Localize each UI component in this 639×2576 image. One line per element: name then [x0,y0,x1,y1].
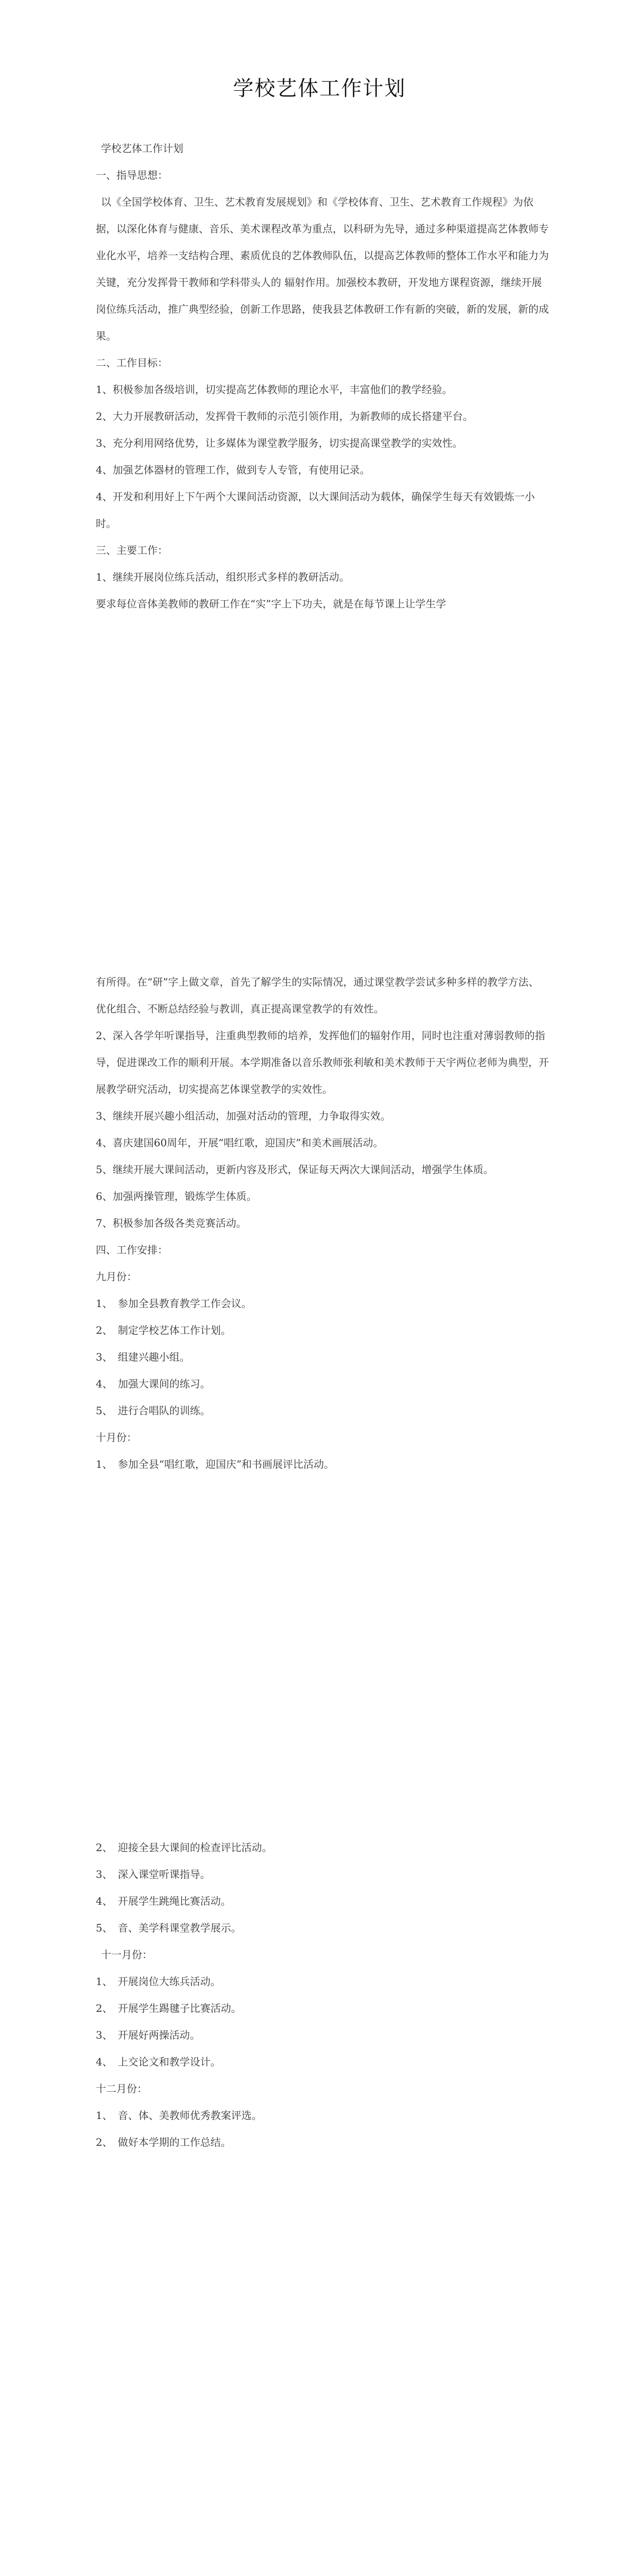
section-guiding-and-goals [96,135,549,617]
paragraph: 4、 加强大课间的练习。 [96,1378,211,1390]
paragraph: 5、继续开展大课间活动，更新内容及形式，保证每天两次大课间活动，增强学生体质。 [96,1163,494,1176]
paragraph: 学校艺体工作计划 [101,142,183,155]
paragraph: 2、深入各学年听课指导，注重典型教师的培养，发挥他们的辐射作用，同时也注重对薄弱教师的指导，促进课改工作的顺利开展。本学期准备以音乐教师张利敏和美术教师于天宇两位老师为典型，开展教学研究活动，切实提高艺体课堂教学的实效性。 [96,1029,549,1095]
document-title: 学校艺体工作计划 [233,77,406,100]
paragraph: 3、 深入课堂听课指导。 [96,1868,211,1880]
paragraph: 3、充分利用网络优势，让多媒体为课堂教学服务，切实提高课堂教学的实效性。 [96,437,463,449]
paragraph: 1、 参加全县教育教学工作会议。 [96,1297,252,1310]
paragraph: 1、 参加全县“唱红歌，迎国庆”和书画展评比活动。 [96,1458,335,1470]
paragraph: 四、工作安排： [96,1244,168,1256]
section-main-work-and-schedule [96,969,549,1478]
paragraph: 4、 上交论文和教学设计。 [96,2056,221,2068]
paragraph: 2、 制定学校艺体工作计划。 [96,1324,231,1336]
paragraph: 一、指导思想： [96,169,168,181]
paragraph: 5、 进行合唱队的训练。 [96,1404,211,1417]
paragraph: 3、 开展好两操活动。 [96,2029,200,2041]
paragraph: 要求每位音体美教师的教研工作在“实”字上下功夫，就是在每节课上让学生学 [96,598,446,610]
paragraph: 2、 做好本学期的工作总结。 [96,2136,231,2148]
section-schedule-continued [96,1834,549,2156]
paragraph: 4、开发和利用好上下午两个大课间活动资源，以大课间活动为载体，确保学生每天有效锻炼一小时。 [96,490,535,530]
paragraph: 5、 音、美学科课堂教学展示。 [96,1922,241,1934]
paragraph: 3、继续开展兴趣小组活动，加强对活动的管理，力争取得实效。 [96,1110,391,1122]
paragraph: 2、大力开展教研活动，发挥骨干教师的示范引领作用，为新教师的成长搭建平台。 [96,410,473,422]
paragraph: 3、 组建兴趣小组。 [96,1351,190,1363]
paragraph: 6、加强两操管理，锻炼学生体质。 [96,1190,257,1202]
paragraph: 十月份： [96,1431,137,1444]
paragraph: 三、主要工作： [96,544,168,556]
paragraph: 有所得。在“研”字上做文章，首先了解学生的实际情况，通过课堂教学尝试多种多样的教学方法、优化组合、不断总结经验与教训，真正提高课堂教学的有效性。 [96,976,539,1015]
paragraph: 1、 音、体、美教师优秀教案评选。 [96,2109,262,2122]
paragraph: 九月份： [96,1270,137,1283]
paragraph: 2、 迎接全县大课间的检查评比活动。 [96,1841,272,1854]
paragraph: 1、 开展岗位大练兵活动。 [96,1975,221,1988]
paragraph: 二、工作目标： [96,357,168,369]
paragraph: 7、积极参加各级各类竞赛活动。 [96,1217,247,1229]
paragraph: 1、积极参加各级培训，切实提高艺体教师的理论水平，丰富他们的教学经验。 [96,383,453,396]
paragraph: 十二月份： [96,2082,147,2095]
paragraph: 4、 开展学生跳绳比赛活动。 [96,1895,231,1907]
paragraph: 1、继续开展岗位练兵活动，组织形式多样的教研活动。 [96,571,350,583]
paragraph: 十一月份： [101,1948,152,1961]
paragraph: 2、 开展学生踢毽子比赛活动。 [96,2002,241,2014]
paragraph: 4、加强艺体器材的管理工作，做到专人专管，有使用记录。 [96,464,370,476]
paragraph: 4、喜庆建国60周年，开展“唱红歌，迎国庆”和美术画展活动。 [96,1137,384,1149]
paragraph: 以《全国学校体育、卫生、艺术教育发展规划》和《学校体育、卫生、艺术教育工作规程》为依据，以深化体育与健康、音乐、美术课程改革为重点，以科研为先导，通过多种渠道提高艺体教师专业化水平，培养一支结构合理、素质优良的艺体教师队伍，以提高艺体教师的整体工作水平和能力为关键，充分发挥骨干教师和学科带头人的 辐射作用。加强校本教研，开发地方课程资源，继续开展岗位练兵活动，推广典型经验，创新工作思路，使我县艺体教研工作有新的突破，新的发展，新的成果。 [96,196,549,342]
